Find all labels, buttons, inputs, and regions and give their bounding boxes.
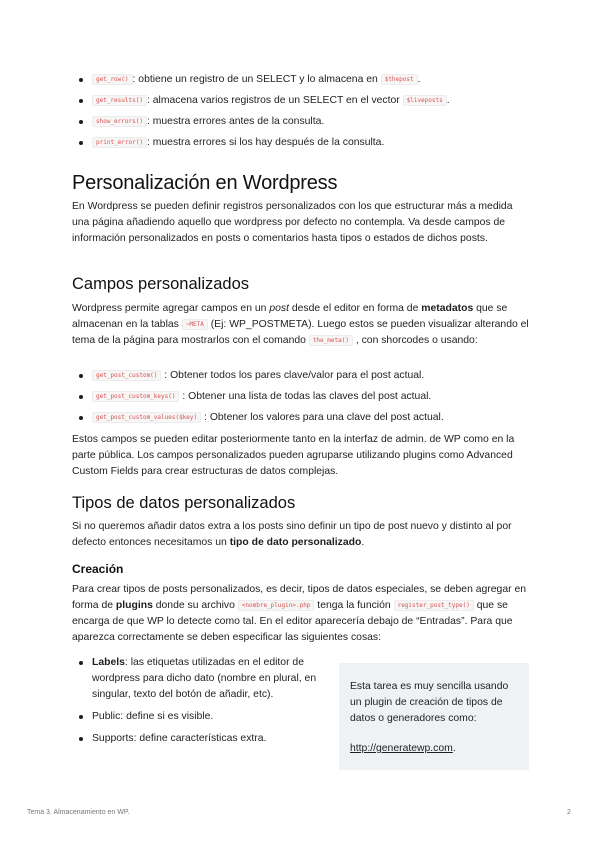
list-item-text: : Obtener los valores para una clave del post actual. — [201, 412, 444, 423]
list-item — [72, 72, 530, 88]
tipos-paragraph: Si no queremos añadir datos extra a los posts sino definir un tipo de post nuevo y distinto al por defecto entonces necesitamos un tipo de dato personalizado. — [72, 521, 512, 548]
inline-code: get_post_custom_keys() — [92, 391, 179, 402]
list-item: Labels: las etiquetas utilizadas en el editor de wordpress para dicho dato (nombre en plural, en singular, texto del botón de añadir, etc). — [72, 655, 320, 703]
inline-code: show_errors() — [92, 116, 147, 127]
inline-code: <nombre_plugin>.php — [238, 600, 315, 611]
callout-box — [339, 663, 529, 770]
list-item: Supports: define características extra. — [72, 731, 320, 747]
inline-code: $liveposts — [403, 95, 447, 106]
campos-paragraph-2: Estos campos se pueden editar posteriormente tanto en la interfaz de admin. de WP como en la parte pública. Los campos personalizados pueden agruparse utilizando plugins como Advanced Custom Fields para crear estructuras de datos complejas. — [72, 434, 515, 477]
section-heading-campos: Campos personalizados — [72, 275, 250, 293]
list-item — [72, 114, 530, 130]
creacion-paragraph: Para crear tipos de posts personalizados, es decir, tipos de datos especiales, se deben agregar en forma de plugins donde su archivo <nombre_plugin>.php tenga la función register_post_type() que se encarga de que WP lo detecte como tal. En el editor aparecería debajo de “Entradas”. Para que aparezca correctamente se deben especificar las siguientes cosas: — [72, 584, 527, 643]
campos-paragraph: Wordpress permite agregar campos en un post desde el editor en forma de metadatos que se almacenan en la tablas ~META (Ej: WP_POSTMETA). Luego estos se pueden visualizar alterando el tema de la página para mostrarlos con el comando the_meta() , con shorcodes o usando: — [72, 303, 529, 346]
list-item-text: : obtiene un registro de un SELECT y lo almacena en — [132, 74, 381, 85]
inline-code: ~META — [182, 319, 208, 330]
list-item-text: : Obtener todos los pares clave/valor para el post actual. — [161, 370, 425, 381]
footer-title: Tema 3. Almacenamiento en WP. — [27, 809, 130, 816]
list-item — [72, 410, 530, 426]
list-item-text: . — [446, 95, 450, 106]
inline-code: get_post_custom() — [92, 370, 161, 381]
callout-link-line: http://generatewp.com. — [350, 743, 456, 754]
list-item-text: . — [417, 74, 421, 85]
creacion-list — [72, 655, 320, 747]
campos-function-list — [72, 368, 530, 426]
inline-code: get_post_custom_values($key) — [92, 412, 201, 423]
list-item — [72, 93, 530, 109]
inline-code: print_error() — [92, 137, 147, 148]
intro-paragraph: En Wordpress se pueden definir registros personalizados con los que estructurar más a medida una página añadiendo aquello que wordpress por defecto no contempla. Va desde campos de información personalizados en posts o comentarios hasta tipos o estados de dichos posts. — [72, 201, 513, 244]
callout-text: Esta tarea es muy sencilla usando un plugin de creación de tipos de datos o generadores como: — [350, 681, 509, 724]
list-item: Public: define si es visible. — [72, 709, 320, 725]
inline-code: get_results() — [92, 95, 147, 106]
inline-code: get_row() — [92, 74, 133, 85]
list-item-text: : almacena varios registros de un SELECT en el vector — [146, 95, 403, 106]
page-heading: Personalización en Wordpress — [72, 172, 338, 194]
subsection-heading-creacion: Creación — [72, 562, 124, 576]
list-item-text: : muestra errores antes de la consulta. — [146, 116, 325, 127]
generatewp-link[interactable]: http://generatewp.com — [350, 743, 453, 754]
list-item — [72, 389, 530, 405]
inline-code: the_meta() — [309, 335, 353, 346]
inline-code: register_post_type() — [394, 600, 474, 611]
list-item — [72, 368, 530, 384]
page-number: 2 — [567, 809, 571, 816]
inline-code: $thepost — [381, 74, 418, 85]
list-item-text: : Obtener una lista de todas las claves del post actual. — [179, 391, 432, 402]
top-function-list — [72, 72, 530, 151]
list-item — [72, 135, 530, 151]
list-item-text: : muestra errores si los hay después de la consulta. — [146, 137, 385, 148]
section-heading-tipos: Tipos de datos personalizados — [72, 494, 296, 512]
